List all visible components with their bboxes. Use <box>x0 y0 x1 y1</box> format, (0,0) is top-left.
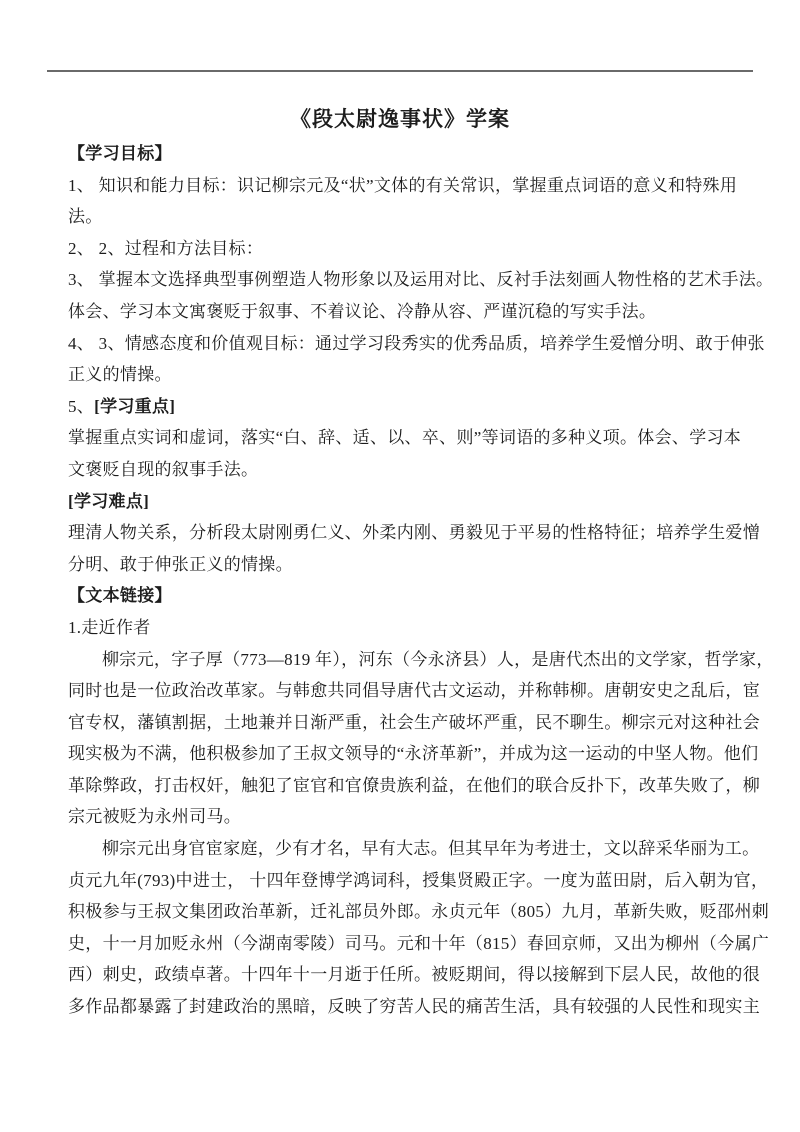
text-line-20 <box>68 738 759 770</box>
document-body <box>68 138 774 1023</box>
text-line-4 <box>68 233 733 265</box>
text-line-18 <box>68 675 760 707</box>
text-run: 1、 知识和能力目标：识记柳宗元及“状”文体的有关常识，掌握重点词语的意义和特殊用 <box>68 175 738 195</box>
text-run: 法。 <box>68 207 103 227</box>
text-line-10 <box>68 422 742 454</box>
text-run: 宗元被贬为永州司马。 <box>68 807 241 827</box>
text-run: 现实极为不满，他积极参加了王叔文领导的“永济革新”，并成为这一运动的中坚人物。他们 <box>68 744 759 764</box>
text-run: 官专权，藩镇割据，土地兼并日渐严重，社会生产破坏严重，民不聊生。柳宗元对这种社会 <box>68 712 760 732</box>
text-line-26 <box>68 928 770 960</box>
text-run: 同时也是一位政治改革家。与韩愈共同倡导唐代古文运动，并称韩柳。唐朝安史之乱后，宦 <box>68 681 760 701</box>
text-run: 1.走近作者 <box>68 617 151 637</box>
text-line-11 <box>68 454 733 486</box>
text-line-24 <box>68 865 769 897</box>
text-run: 4、 3、情感态度和价值观目标：通过学习段秀实的优秀品质，培养学生爱憎分明、敢于伸张 <box>68 333 765 353</box>
text-line-17 <box>68 644 774 676</box>
text-run: 多作品都暴露了封建政治的黑暗，反映了穷苦人民的痛苦生活，具有较强的人民性和现实主 <box>68 997 760 1017</box>
text-line-19 <box>68 707 760 739</box>
text-run: 史，十一月加贬永州（今湖南零陵）司马。元和十年（815）春回京师，又出为柳州（今属广 <box>68 933 770 953</box>
document-title: 《段太尉逸事状》学案 <box>290 107 510 131</box>
bold-text-run: [学习重点] <box>94 396 176 416</box>
text-line-22 <box>68 801 733 833</box>
text-line-21 <box>68 770 760 802</box>
text-line-8 <box>68 359 733 391</box>
text-run: 革除弊政，打击权奸，触犯了宦官和官僚贵族利益，在他们的联合反扑下，改革失败了，柳 <box>68 775 760 795</box>
text-line-3 <box>68 201 733 233</box>
text-run: 分明、敢于伸张正义的情操。 <box>68 554 293 574</box>
text-run: 文褒贬自现的叙事手法。 <box>68 459 259 479</box>
text-run: 贞元九年(793)中进士， 十四年登博学鸿词科，授集贤殿正字。一度为蓝田尉，后入朝为官， <box>68 870 769 890</box>
bold-text-run: [学习难点] <box>68 491 150 511</box>
text-line-2 <box>68 170 738 202</box>
text-run: 正义的情操。 <box>68 365 172 385</box>
text-line-5 <box>68 264 774 296</box>
text-line-23 <box>68 833 760 865</box>
text-line-12 <box>68 486 733 518</box>
top-rule-divider <box>47 70 753 72</box>
text-line-16 <box>68 612 733 644</box>
text-line-9 <box>68 391 733 423</box>
text-run: 柳宗元出身官宦家庭，少有才名，早有大志。但其早年为考进士，文以辞采华丽为工。 <box>102 839 760 859</box>
text-run: 3、 掌握本文选择典型事例塑造人物形象以及运用对比、反衬手法刻画人物性格的艺术手法。 <box>68 270 774 290</box>
bold-text-run: 【文本链接】 <box>68 586 172 606</box>
text-line-1 <box>68 138 733 170</box>
text-run: 体会、学习本文寓褒贬于叙事、不着议论、冷静从容、严谨沉稳的写实手法。 <box>68 301 657 321</box>
text-run: 掌握重点实词和虚词，落实“白、辞、适、以、卒、则”等词语的多种义项。体会、学习本 <box>68 428 742 448</box>
text-run: 5、 <box>68 396 95 416</box>
text-line-14 <box>68 549 733 581</box>
text-run: 西）刺史，政绩卓著。十四年十一月逝于任所。被贬期间，得以接解到下层人民，故他的很 <box>68 965 760 985</box>
text-line-7 <box>68 328 765 360</box>
text-run: 积极参与王叔文集团政治革新，迁礼部员外郎。永贞元年（805）九月，革新失败，贬邵州刺 <box>68 902 770 922</box>
text-line-28 <box>68 991 760 1023</box>
text-line-15 <box>68 580 733 612</box>
text-line-27 <box>68 959 760 991</box>
text-run: 理清人物关系，分析段太尉刚勇仁义、外柔内刚、勇毅见于平易的性格特征；培养学生爱憎 <box>68 523 760 543</box>
text-line-25 <box>68 896 770 928</box>
text-run: 柳宗元，字子厚（773—819 年），河东（今永济县）人，是唐代杰出的文学家，哲学家， <box>102 649 774 669</box>
text-line-6 <box>68 296 733 328</box>
bold-text-run: 【学习目标】 <box>68 144 172 163</box>
text-run: 2、 2、过程和方法目标： <box>68 238 264 258</box>
text-line-13 <box>68 517 760 549</box>
